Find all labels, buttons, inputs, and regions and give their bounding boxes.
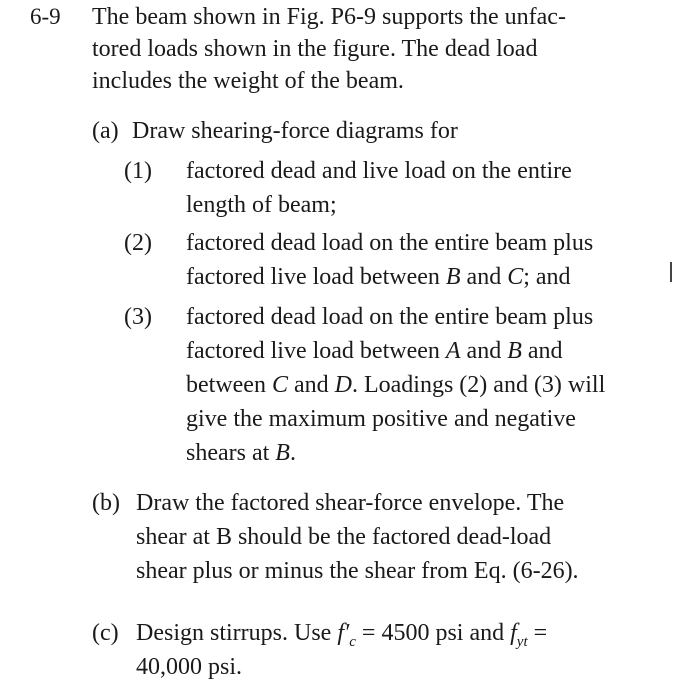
part-c-line-1: Design stirrups. Use $f'_c = 4500$ psi and $f_{yt}$ = [136,620,548,650]
part-c-line-2: 40,000 psi. [136,654,243,680]
part-a-item-3-line-1: factored dead load on the entire beam plus [186,304,594,330]
point-a: A [445,338,461,364]
point-b: B [275,440,290,466]
part-a-item-2-label: (2) [124,230,152,256]
part-a-item-3-line-2: factored live load between A and B and [186,338,563,364]
point-b: B [507,338,522,364]
part-a-item-1-line-2: length of beam; [186,192,337,218]
part-b-line-1: Draw the factored shear-force envelope. The [136,490,565,516]
problem-statement-line-2: tored loads shown in the figure. The dead load [92,36,538,62]
part-b-label: (b) [92,490,120,516]
problem-number: 6-9 [30,4,61,29]
part-a-item-3-label: (3) [124,304,152,330]
part-b-line-3: shear plus or minus the shear from Eq. (6-26). [136,558,579,584]
part-a-item-2-line-1: factored dead load on the entire beam plus [186,230,594,256]
point-c: C [271,372,288,398]
margin-tick-mark [670,262,672,282]
part-a-item-3-line-4: give the maximum positive and negative [186,406,576,432]
part-a-item-1-label: (1) [124,158,152,184]
part-a-item-1-line-1: factored dead and live load on the entire [186,158,572,184]
problem-statement-line-3: includes the weight of the beam. [92,68,404,94]
part-a-item-3-line-5: shears at B. [186,440,296,466]
part-a-item-2-line-2: factored live load between B and C; and [186,264,571,290]
part-b-line-2: shear at B should be the factored dead-load [136,524,552,550]
point-c: C [507,264,524,290]
part-c-label: (c) [92,620,119,646]
fc-symbol: f′ [337,620,350,646]
point-d: D [334,372,352,398]
part-a-intro: Draw shearing-force diagrams for [132,118,458,144]
point-b: B [445,264,461,290]
part-a-item-3-line-3: between C and D. Loadings (2) and (3) will [186,372,606,398]
part-a-label: (a) [92,118,119,144]
fyt-symbol: f [510,620,517,646]
problem-statement-line-1: The beam shown in Fig. P6-9 supports the unfac- [92,4,566,30]
